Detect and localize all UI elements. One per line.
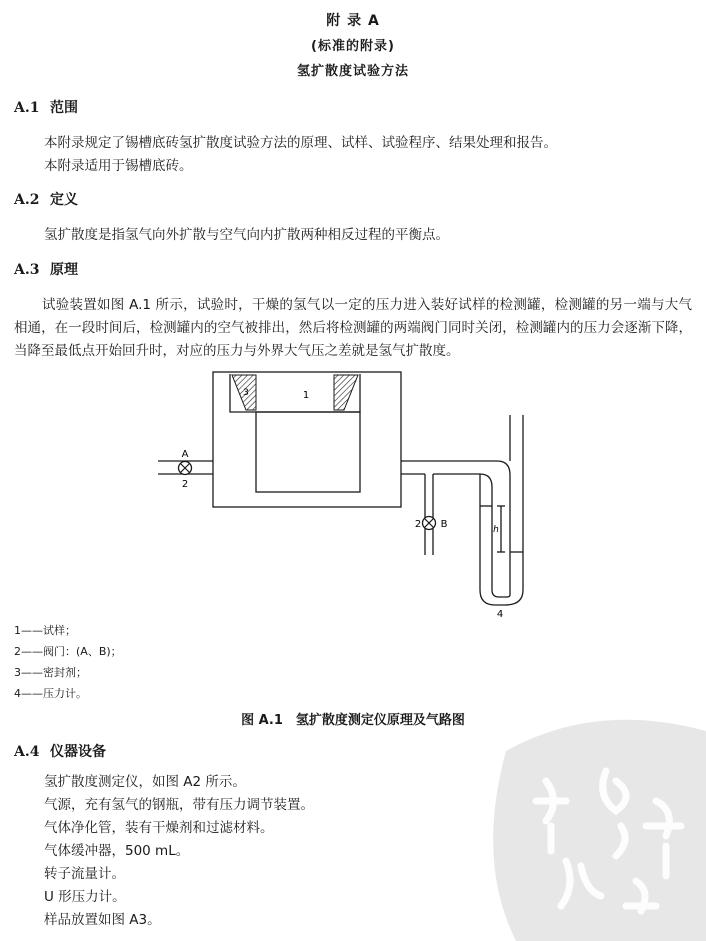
section-a4-line-4: 气体缓冲器，500 mL。 <box>44 843 190 859</box>
section-a1-line-2: 本附录适用于锡槽底砖。 <box>44 158 193 174</box>
section-a4-line-1: 氢扩散度测定仪，如图 A2 所示。 <box>44 774 246 790</box>
section-a4-line-5: 转子流量计。 <box>44 866 125 882</box>
valve-a-icon <box>179 462 192 475</box>
figure-caption: 图 A.1 氢扩散度测定仪原理及气路图 <box>241 713 465 728</box>
section-a4-heading <box>14 741 106 761</box>
label-seal: 3 <box>243 388 249 398</box>
label-valve-a-number: 2 <box>181 479 189 490</box>
watermark-stamp <box>476 711 706 941</box>
section-a2-heading <box>14 189 78 209</box>
legend-item-1: 1——试样； <box>14 624 76 637</box>
section-a4-line-7: 样品放置如图 A3。 <box>44 912 161 928</box>
section-number: A.2 <box>14 192 40 208</box>
valve-b-icon <box>423 517 436 530</box>
section-a4-line-2: 气源，充有氢气的钢瓶，带有压力调节装置。 <box>44 797 314 813</box>
inner-chamber <box>256 412 360 492</box>
section-a4-line-3: 气体净化管，装有干燥剂和过滤材料。 <box>44 820 274 836</box>
section-a4-line-6: U 形压力计。 <box>44 889 126 905</box>
label-gauge: 4 <box>496 609 504 620</box>
section-title: 定义 <box>50 192 78 208</box>
label-valve-b-letter: B <box>440 519 448 530</box>
label-sample: 1 <box>302 390 310 401</box>
appendix-title: 附 录 A <box>326 13 380 29</box>
legend-item-4: 4——压力计。 <box>14 687 87 700</box>
u-gauge-inner <box>480 474 510 597</box>
label-valve-b-number: 2 <box>414 519 422 530</box>
section-title: 仪器设备 <box>50 744 106 760</box>
appendix-subtitle: (标准的附录) <box>311 39 395 54</box>
section-number: A.4 <box>14 744 40 760</box>
section-a3-heading <box>14 259 78 279</box>
section-title: 原理 <box>50 262 78 278</box>
legend-item-2: 2——阀门：(A、B)； <box>14 645 122 658</box>
method-title: 氢扩散度试验方法 <box>296 64 409 79</box>
section-a3-paragraph: 试验装置如图 A.1 所示，试验时，干燥的氢气以一定的压力进入装好试样的检测罐，检测罐的另一端与大气相通，在一段时间后，检测罐内的空气被排出，然后将检测罐的两端阀门同时关闭，检测罐内的压力会逐渐下降，当降至最低点开始回升时，对应的压力与外界大气压之差就是氢气扩散度。 <box>14 297 692 359</box>
section-a2-line-1: 氢扩散度是指氢气向外扩散与空气向内扩散两种相反过程的平衡点。 <box>44 227 449 243</box>
apparatus-diagram <box>0 360 706 620</box>
section-title: 范围 <box>50 100 78 116</box>
sealant-right <box>334 375 358 410</box>
section-number: A.3 <box>14 262 40 278</box>
section-number: A.1 <box>14 100 40 116</box>
section-a1-line-1: 本附录规定了锡槽底砖氢扩散度试验方法的原理、试样、试验程序、结果处理和报告。 <box>44 135 557 151</box>
label-height: h <box>493 525 499 535</box>
label-valve-a-letter: A <box>181 449 189 460</box>
u-gauge-inner-left <box>497 461 510 590</box>
legend-item-3: 3——密封剂； <box>14 666 87 679</box>
section-a1-heading <box>14 97 78 117</box>
